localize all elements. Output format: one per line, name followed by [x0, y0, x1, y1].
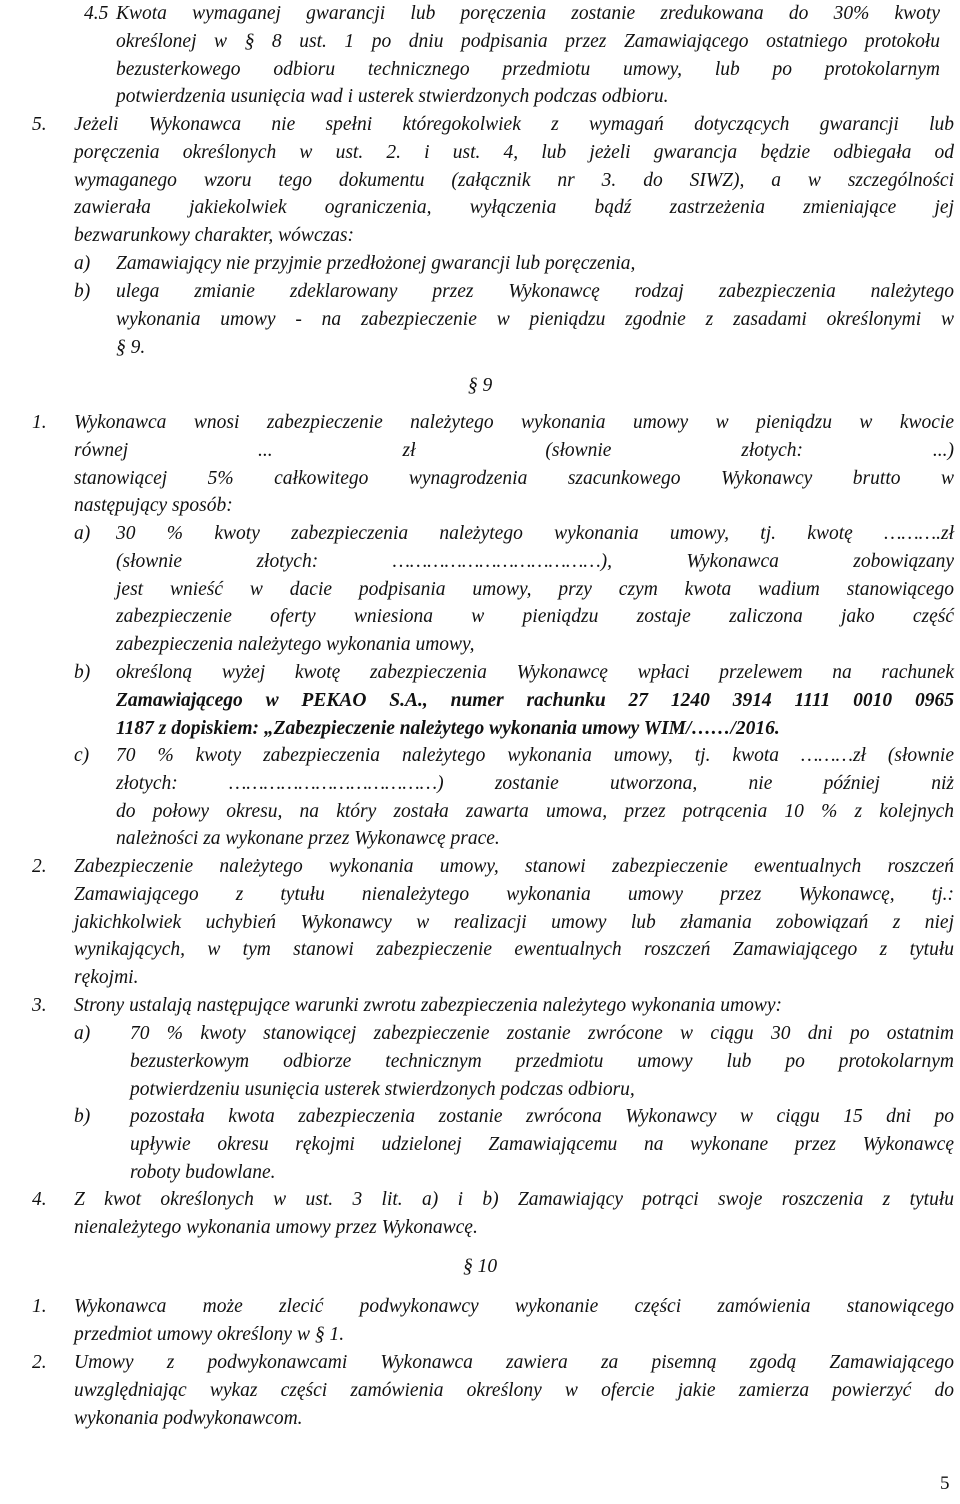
text-line: jakichkolwiek uchybień Wykonawcy w realizacji umowy lub złamania zobowiązań z niej [74, 911, 954, 933]
paragraph-9-3b [130, 1103, 954, 1186]
text-line: bezusterkowym odbiorze technicznym przedmiotu umowy lub po protokolarnym [130, 1050, 954, 1072]
text-line: do połowy okresu, na który została zawarta umowa, przez potrącenia 10 % z kolejnych [116, 800, 954, 822]
text-line: upływie okresu rękojmi udzielonej Zamawiającemu na wykonane przez Wykonawcę [130, 1133, 954, 1155]
text-line: potwierdzenia usunięcia wad i usterek stwierdzonych podczas odbioru. [116, 86, 669, 108]
text-line: roboty budowlane. [130, 1161, 276, 1183]
text-line: bezwarunkowy charakter, wówczas: [74, 225, 355, 247]
paragraph-9-4 [74, 1186, 954, 1242]
paragraph-4-5 [116, 0, 940, 111]
list-label: b) [74, 662, 91, 683]
text-line: należności za wykonane przez Wykonawcę prace. [116, 828, 500, 850]
text-line: zabezpieczenia należytego wykonania umowy, [116, 634, 475, 656]
text-line: § 9. [116, 336, 146, 358]
section-heading: § 9 [467, 375, 493, 396]
text-line: zabezpieczenie oferty wniesiona w pieniądzu zostaje zaliczona jako część [116, 606, 954, 628]
text-line: Zamawiającego w PEKAO S.A., numer rachunku 27 1240 3914 1111 0010 0965 [116, 689, 954, 711]
list-label: a) [74, 253, 91, 274]
list-label: c) [74, 745, 90, 766]
text-line: 30 % kwoty zabezpieczenia należytego wykonania umowy, tj. kwotę ……….zł [116, 523, 954, 544]
text-line: nienależytego wykonania umowy przez Wykonawcę. [74, 1216, 478, 1238]
text-line: wynikających, w tym stanowi zabezpieczenie ewentualnych roszczeń Zamawiającego z tytułu [74, 939, 954, 961]
text-line: Zabezpieczenie należytego wykonania umowy, stanowi zabezpieczenie ewentualnych roszczeń [74, 856, 954, 877]
text-line: Strony ustalają następujące warunki zwrotu zabezpieczenia należytego wykonania umowy: [74, 995, 783, 1016]
text-line: wykonania umowy - na zabezpieczenie w pieniądzu zgodnie z zasadami określonymi w [116, 308, 954, 330]
text-line: pozostała kwota zabezpieczenia zostanie zwrócona Wykonawcy w ciągu 15 dni po [130, 1106, 954, 1127]
paragraph-number: 4. [32, 1189, 47, 1210]
text-line: Z kwot określonych w ust. 3 lit. a) i b) Zamawiający potrąci swoje roszczenia z tytułu [74, 1189, 954, 1210]
page-number: 5 [940, 1473, 950, 1494]
list-label: b) [74, 1106, 91, 1127]
paragraph-9-3 [74, 992, 954, 1020]
text-line: złotych: ………………………………) zostanie utworzona, nie później niż [116, 772, 954, 794]
paragraph-5 [74, 111, 954, 250]
text-line: 70 % kwoty stanowiącej zabezpieczenie zostanie zwrócone w ciągu 30 dni po ostatnim [130, 1023, 954, 1044]
paragraph-9-1c [116, 742, 954, 853]
text-line: ulega zmianie zdeklarowany przez Wykonawcę rodzaj zabezpieczenia należytego [116, 281, 954, 302]
paragraph-10-1 [74, 1293, 954, 1349]
paragraph-number: 2. [32, 856, 47, 877]
paragraph-number: 1. [32, 412, 47, 433]
text-line: wymaganego wzoru tego dokumentu (załącznik nr 3. do SIWZ), a w szczególności [74, 169, 954, 191]
paragraph-number: 5. [32, 114, 47, 135]
list-label: a) [74, 523, 91, 544]
text-line: określoną wyżej kwotę zabezpieczenia Wykonawcę wpłaci przelewem na rachunek [116, 662, 954, 683]
text-line: Zamawiający nie przyjmie przedłożonej gwarancji lub poręczenia, [116, 253, 636, 274]
text-line: poręczenia określonych w ust. 2. i ust. 4, lub jeżeli gwarancja będzie odbiegała od [74, 141, 954, 163]
text-line: (słownie złotych: ………………………………), Wykonawca zobowiązany [116, 550, 954, 572]
text-line: Jeżeli Wykonawca nie spełni któregokolwiek z wymagań dotyczących gwarancji lub [74, 114, 954, 135]
text-line: jest wnieść w dacie podpisania umowy, przy czym kwota wadium stanowiącego [116, 578, 954, 600]
text-line: stanowiącej 5% całkowitego wynagrodzenia szacunkowego Wykonawcy brutto w [74, 467, 954, 489]
paragraph-9-3a [130, 1020, 954, 1103]
paragraph-number: 4.5 [84, 3, 109, 24]
paragraph-5a [116, 250, 954, 278]
text-line: Umowy z podwykonawcami Wykonawca zawiera za pisemną zgodą Zamawiającego [74, 1352, 954, 1373]
paragraph-5b [116, 278, 954, 361]
section-heading: § 10 [462, 1256, 498, 1277]
text-line: bezusterkowego odbioru technicznego przedmiotu umowy, lub po protokolarnym [116, 58, 940, 80]
text-line: określonej w § 8 ust. 1 po dniu podpisania przez Zamawiającego ostatniego protokołu [116, 30, 940, 52]
list-label: b) [74, 281, 91, 302]
text-line: rękojmi. [74, 967, 139, 989]
text-line: wykonania podwykonawcom. [74, 1407, 303, 1429]
text-line: Zamawiającego z tytułu nienależytego wykonania umowy przez Wykonawcę, tj.: [74, 883, 954, 905]
paragraph-number: 1. [32, 1296, 47, 1317]
paragraph-number: 2. [32, 1352, 47, 1373]
text-line: uwzględniając wykaz części zamówienia określony w ofercie jakie zamierza powierzyć do [74, 1379, 954, 1401]
text-line: 70 % kwoty zabezpieczenia należytego wykonania umowy, tj. kwota ………zł (słownie [116, 745, 954, 766]
paragraph-9-1a [116, 520, 954, 659]
text-line: następujący sposób: [74, 495, 233, 517]
list-label: a) [74, 1023, 91, 1044]
text-line: zawierała jakiekolwiek ograniczenia, wyłączenia bądź zastrzeżenia zmieniające jej [74, 197, 954, 219]
text-line: Wykonawca może zlecić podwykonawcy wykonanie części zamówienia stanowiącego [74, 1296, 954, 1317]
text-line: Wykonawca wnosi zabezpieczenie należytego wykonania umowy w pieniądzu w kwocie [74, 412, 954, 433]
paragraph-10-2 [74, 1349, 954, 1432]
paragraph-number: 3. [32, 995, 47, 1016]
text-line: Kwota wymaganej gwarancji lub poręczenia zostanie zredukowana do 30% kwoty [116, 3, 940, 24]
paragraph-9-2 [74, 853, 954, 992]
text-line: równej ... zł (słownie złotych: ...) [74, 439, 954, 461]
text-line: potwierdzeniu usunięcia usterek stwierdzonych podczas odbioru, [130, 1078, 635, 1100]
paragraph-9-1b [116, 659, 954, 742]
paragraph-9-1 [74, 409, 954, 520]
text-line: przedmiot umowy określony w § 1. [74, 1323, 345, 1345]
text-line: 1187 z dopiskiem: „Zabezpieczenie należytego wykonania umowy WIM/……/2016. [116, 717, 780, 739]
